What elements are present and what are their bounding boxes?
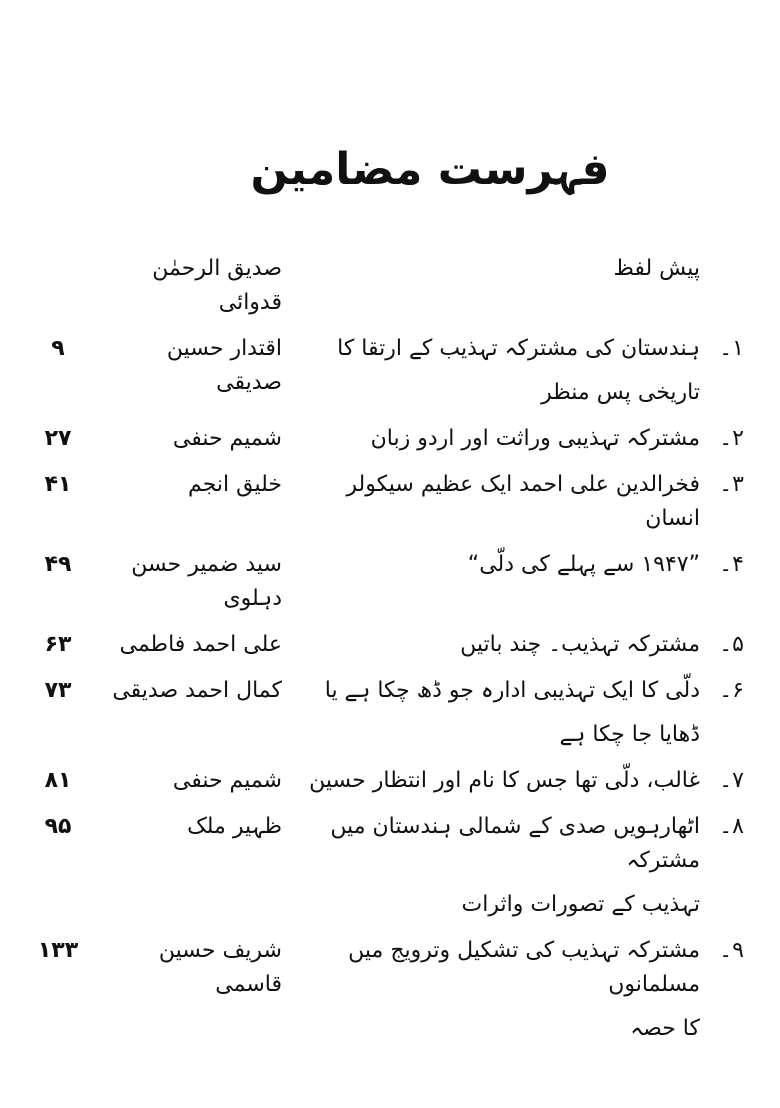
entry-page: ۸۱ xyxy=(44,768,72,793)
entry-title: مشترکہ تہذیب کی تشکیل وترویج میں مسلمانوں xyxy=(348,938,700,997)
entry-number: ۳۔ xyxy=(719,472,744,497)
entry-page: ۹ xyxy=(51,336,65,361)
entry-title-cont: تہذیب کے تصورات واثرات xyxy=(461,892,700,917)
page-title: فہرست مضامین xyxy=(250,144,610,195)
entry-title-cell xyxy=(300,628,700,662)
entry-title: فخرالدین علی احمد ایک عظیم سیکولر انسان xyxy=(346,472,700,531)
entry-title: ”۱۹۴۷ سے پہلے کی دلّی“ xyxy=(467,552,700,577)
entry-page: ۲۷ xyxy=(44,426,72,451)
entry-title: پیش لفظ xyxy=(613,256,700,281)
entry-page: ۷۳ xyxy=(44,678,72,703)
entry-title: ہندستان کی مشترکہ تہذیب کے ارتقا کا xyxy=(337,336,700,361)
entry-author: ظہیر ملک xyxy=(187,814,282,839)
entry-title: دلّی کا ایک تہذیبی ادارہ جو ڈھ چکا ہے یا xyxy=(324,678,700,703)
entry-title-cont: تاریخی پس منظر xyxy=(541,380,700,405)
entry-title-cell xyxy=(300,332,700,410)
entry-number: ۸۔ xyxy=(719,814,744,839)
entry-number: ۵۔ xyxy=(719,632,744,657)
entry-number: ۱۔ xyxy=(719,336,744,361)
entry-title: اٹھارہویں صدی کے شمالی ہندستان میں مشترکہ xyxy=(330,814,700,873)
entry-page: ۹۵ xyxy=(44,814,72,839)
entry-page: ۶۳ xyxy=(44,632,72,657)
toc-entry xyxy=(20,764,744,798)
entry-title-cell xyxy=(300,810,700,922)
entry-title-cell xyxy=(300,548,700,582)
entry-author: خلیق انجم xyxy=(188,472,282,497)
entry-author: صدیق الرحمٰن قدوائی xyxy=(152,256,282,315)
entry-title-cell xyxy=(300,764,700,798)
entry-title-cell xyxy=(300,934,700,1046)
toc-entry xyxy=(20,468,744,536)
toc-entry xyxy=(20,548,744,616)
entry-title: مشترکہ تہذیب۔ چند باتیں xyxy=(460,632,700,657)
entry-page: ۴۹ xyxy=(44,552,72,577)
toc-preface xyxy=(20,252,744,320)
toc-entry xyxy=(20,674,744,752)
entry-title-cont: ڈھایا جا چکا ہے xyxy=(559,722,700,747)
toc-entry xyxy=(20,934,744,1046)
entry-title-cont: کا حصہ xyxy=(630,1016,700,1041)
toc-entry xyxy=(20,810,744,922)
entry-title-cell xyxy=(300,674,700,752)
entry-author: کمال احمد صدیقی xyxy=(112,678,282,703)
entry-page: ۴۱ xyxy=(44,472,72,497)
entry-number: ۷۔ xyxy=(719,768,744,793)
entry-title-cell xyxy=(300,252,700,286)
entry-title-cell xyxy=(300,422,700,456)
toc-entry xyxy=(20,422,744,456)
entry-author: سید ضمیر حسن دہلوی xyxy=(131,552,282,611)
entry-number: ۲۔ xyxy=(719,426,744,451)
entry-number: ۶۔ xyxy=(719,678,744,703)
toc-entry xyxy=(20,332,744,410)
table-of-contents xyxy=(20,252,744,1058)
entry-title: مشترکہ تہذیبی وراثت اور اردو زبان xyxy=(370,426,700,451)
entry-number: ۴۔ xyxy=(719,552,744,577)
toc-entry xyxy=(20,628,744,662)
entry-title-cell xyxy=(300,468,700,536)
entry-page: ۱۳۳ xyxy=(37,938,79,963)
entry-author: شریف حسین قاسمی xyxy=(158,938,282,997)
entry-author: شمیم حنفی xyxy=(172,426,282,451)
entry-title: غالب، دلّی تھا جس کا نام اور انتظار حسین xyxy=(309,768,700,793)
entry-author: علی احمد فاطمی xyxy=(119,632,282,657)
entry-author: شمیم حنفی xyxy=(172,768,282,793)
entry-author: اقتدار حسین صدیقی xyxy=(166,336,282,395)
entry-number: ۹۔ xyxy=(719,938,744,963)
